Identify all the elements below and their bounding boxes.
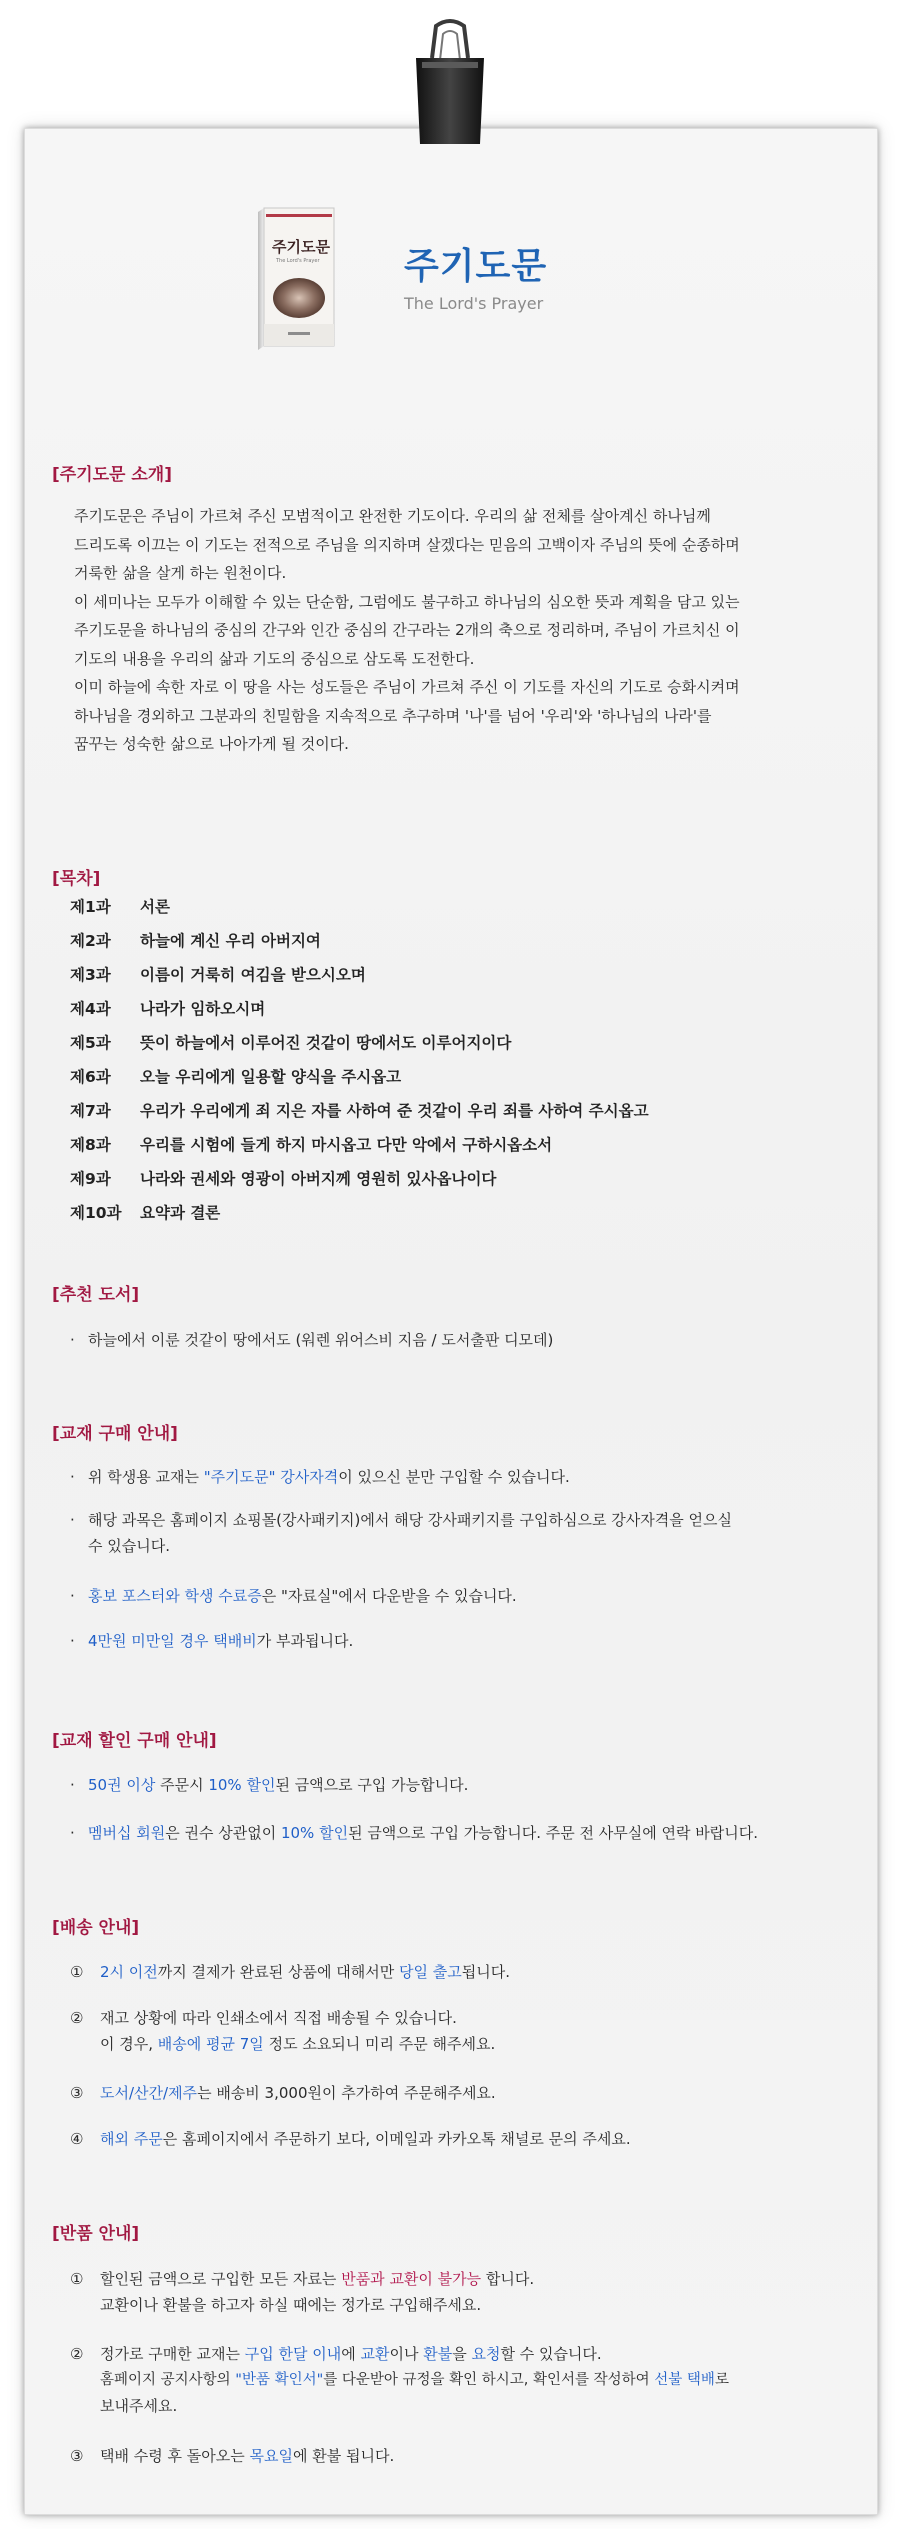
returns-item xyxy=(70,2266,850,2318)
toc-num: 제1과 xyxy=(70,898,111,916)
toc-item xyxy=(70,1201,649,1235)
book-item: · 하늘에서 이룬 것같이 땅에서도 (워렌 위어스비 지음 / 도서출판 디모데) xyxy=(70,1331,554,1349)
highlight-text: 50권 이상 xyxy=(88,1776,156,1794)
highlight-text: 환불 xyxy=(423,2345,453,2363)
intro-line: 기도의 내용을 우리의 삶과 기도의 중심으로 삼도록 도전한다. xyxy=(74,649,475,668)
highlight-text: "반품 확인서" xyxy=(235,2372,324,2388)
text: 이나 xyxy=(389,2345,424,2363)
toc-num: 제7과 xyxy=(70,1102,111,1120)
page-title: 주기도문 xyxy=(404,246,548,287)
section-heading-intro: [주기도문 소개] xyxy=(52,465,172,485)
text: 에 환불 됩니다. xyxy=(292,2447,395,2465)
toc-item xyxy=(70,1065,649,1099)
toc-item xyxy=(70,895,649,929)
highlight-text: 4만원 미만일 경우 택배비 xyxy=(88,1632,257,1650)
highlight-text: 요청 xyxy=(471,2345,501,2363)
item-number: ① xyxy=(70,2270,84,2288)
highlight-text: 해외 주문 xyxy=(100,2130,163,2148)
highlight-text: 홍보 포스터와 학생 수료증 xyxy=(88,1587,262,1605)
highlight-text: "주기도문" 강사자격 xyxy=(203,1468,339,1486)
highlight-text: 멤버십 회원 xyxy=(88,1824,166,1842)
highlight-text: 배송에 평균 7일 xyxy=(157,2035,264,2053)
intro-line: 거룩한 삶을 살게 하는 원천이다. xyxy=(74,564,287,582)
intro-line: 주기도문은 주님이 가르쳐 주신 모범적이고 완전한 기도이다. 우리의 삶 전체를 살아계신 하나님께 xyxy=(74,507,711,525)
toc-num: 제4과 xyxy=(70,1000,111,1018)
page-subtitle: The Lord's Prayer xyxy=(404,294,544,313)
purchase-item: · 위 학생용 교재는 "주기도문" 강사자격이 있으신 분만 구입할 수 있습니다. xyxy=(70,1468,570,1486)
text: 을 xyxy=(452,2345,472,2363)
text: 은 권수 상관없이 xyxy=(165,1824,281,1842)
intro-line: 이 세미나는 모두가 이해할 수 있는 단순함, 그럼에도 불구하고 하나님의 심오한 뜻과 계획을 담고 있는 xyxy=(74,592,740,611)
shipping-item xyxy=(70,2005,850,2057)
item-number: ③ xyxy=(70,2447,84,2465)
text: 교환이나 환불을 하고자 하실 때에는 정가로 구입해주세요. xyxy=(100,2296,482,2314)
text: 보내주세요. xyxy=(100,2397,178,2415)
text: 수 있습니다. xyxy=(88,1537,170,1555)
toc-title: 하늘에 계신 우리 아버지여 xyxy=(140,932,321,950)
text: 합니다. xyxy=(481,2270,535,2288)
warning-text: 반품과 교환이 불가능 xyxy=(341,2270,482,2288)
returns-item xyxy=(70,2341,850,2419)
toc-item xyxy=(70,929,649,963)
purchase-item: · 4만원 미만일 경우 택배비가 부과됩니다. xyxy=(70,1632,354,1650)
toc-title: 우리를 시험에 들게 하지 마시옵고 다만 악에서 구하시옵소서 xyxy=(140,1136,553,1154)
toc-title: 서론 xyxy=(140,898,170,916)
purchase-item: · 홍보 포스터와 학생 수료증은 "자료실"에서 다운받을 수 있습니다. xyxy=(70,1587,517,1605)
toc-item xyxy=(70,1099,649,1133)
text: 할인된 금액으로 구입한 모든 자료는 xyxy=(100,2270,342,2288)
highlight-text: 선불 택배 xyxy=(654,2372,715,2388)
intro-line: 주기도문을 하나님의 중심의 간구와 인간 중심의 간구라는 2개의 축으로 정리하며, 주님이 가르치신 이 xyxy=(74,621,740,639)
paper-panel xyxy=(24,128,878,2515)
section-heading-toc: [목차] xyxy=(52,869,101,889)
toc-item xyxy=(70,1133,649,1167)
toc-num: 제3과 xyxy=(70,966,111,984)
text: 은 홈페이지에서 주문하기 보다, 이메일과 카카오톡 채널로 문의 주세요. xyxy=(162,2130,631,2148)
toc-title: 오늘 우리에게 일용할 양식을 주시옵고 xyxy=(140,1068,402,1086)
book-item-text: 하늘에서 이룬 것같이 땅에서도 (워렌 위어스비 지음 / 도서출판 디모데) xyxy=(88,1331,554,1349)
toc-title: 나라가 임하오시며 xyxy=(140,1000,266,1018)
toc-title: 요약과 결론 xyxy=(140,1204,221,1222)
discount-item: · 멤버십 회원은 권수 상관없이 10% 할인된 금액으로 구입 가능합니다. 주문 전 사무실에 연락 바랍니다. xyxy=(70,1824,758,1842)
toc-item xyxy=(70,997,649,1031)
intro-line: 꿈꾸는 성숙한 삶으로 나아가게 될 것이다. xyxy=(74,735,349,753)
intro-line: 하나님을 경외하고 그분과의 친밀함을 지속적으로 추구하며 '나'를 넘어 '우리'와 '하나님의 나라'를 xyxy=(74,706,712,725)
text: 정가로 구매한 교재는 xyxy=(100,2345,245,2363)
highlight-text: 당일 출고 xyxy=(399,1963,462,1981)
text: 가 부과됩니다. xyxy=(256,1632,354,1650)
item-number: ③ xyxy=(70,2084,84,2102)
text: 홈페이지 공지사항의 xyxy=(100,2372,236,2388)
toc-num: 제9과 xyxy=(70,1170,111,1188)
section-heading-books: [추천 도서] xyxy=(52,1285,140,1305)
text: 됩니다. xyxy=(461,1963,510,1981)
intro-line: 드리도록 이끄는 이 기도는 전적으로 주님을 의지하며 살겠다는 믿음의 고백이자 주님의 뜻에 순종하며 xyxy=(74,535,740,554)
book-cover-title: 주기도문 xyxy=(272,238,330,256)
text: 는 배송비 3,000원이 추가하여 주문해주세요. xyxy=(197,2084,496,2102)
toc-title: 이름이 거룩히 여김을 받으시오며 xyxy=(140,966,366,984)
highlight-text: 교환 xyxy=(360,2345,390,2363)
shipping-item xyxy=(70,2080,850,2106)
item-number: ① xyxy=(70,1963,84,1981)
text: 를 다운받아 규정을 확인 하시고, 확인서를 작성하여 xyxy=(323,2372,655,2388)
binder-clip-icon xyxy=(410,18,490,148)
section-heading-returns: [반품 안내] xyxy=(52,2224,140,2244)
text: 된 금액으로 구입 가능합니다. xyxy=(275,1776,469,1794)
item-number: ④ xyxy=(70,2130,84,2148)
section-heading-purchase: [교재 구매 안내] xyxy=(52,1424,178,1444)
text: 할 수 있습니다. xyxy=(500,2345,602,2363)
toc-list xyxy=(70,895,649,1235)
toc-item xyxy=(70,1167,649,1201)
text: 이 있으신 분만 구입할 수 있습니다. xyxy=(338,1468,570,1486)
text: 이 경우, xyxy=(100,2035,158,2053)
book-cover-image xyxy=(250,206,340,350)
toc-num: 제5과 xyxy=(70,1034,111,1052)
purchase-item: · 해당 과목은 홈페이지 쇼핑몰(강사패키지)에서 해당 강사패키지를 구입하심으로 강사자격을 얻으실 수 있습니다. xyxy=(70,1507,850,1559)
toc-title: 뜻이 하늘에서 이루어진 것같이 땅에서도 이루어지이다 xyxy=(140,1034,512,1052)
returns-item xyxy=(70,2443,850,2469)
text: 주문시 xyxy=(155,1776,209,1794)
text: 해당 과목은 홈페이지 쇼핑몰(강사패키지)에서 해당 강사패키지를 구입하심으로 강사자격을 얻으실 xyxy=(88,1511,732,1529)
text: 까지 결제가 완료된 상품에 대해서만 xyxy=(157,1963,399,1981)
toc-title: 우리가 우리에게 죄 지은 자를 사하여 준 것같이 우리 죄를 사하여 주시옵고 xyxy=(140,1102,649,1120)
text: 로 xyxy=(714,2372,729,2388)
toc-num: 제8과 xyxy=(70,1136,111,1154)
toc-item xyxy=(70,1031,649,1065)
highlight-text: 목요일 xyxy=(249,2447,293,2465)
text: 택배 수령 후 돌아오는 xyxy=(100,2447,250,2465)
discount-item: · 50권 이상 주문시 10% 할인된 금액으로 구입 가능합니다. xyxy=(70,1776,469,1794)
highlight-text: 2시 이전 xyxy=(100,1963,158,1981)
highlight-text: 구입 한달 이내 xyxy=(244,2345,342,2363)
shipping-item xyxy=(70,1959,850,1985)
intro-text xyxy=(74,502,844,759)
item-number: ② xyxy=(70,2009,84,2027)
highlight-text: 10% 할인 xyxy=(208,1776,276,1794)
text: 은 "자료실"에서 다운받을 수 있습니다. xyxy=(261,1587,517,1605)
section-heading-shipping: [배송 안내] xyxy=(52,1918,140,1938)
toc-num: 제10과 xyxy=(70,1204,122,1222)
text: 에 xyxy=(341,2345,361,2363)
text: 위 학생용 교재는 xyxy=(88,1468,204,1486)
shipping-item xyxy=(70,2126,850,2152)
intro-line: 이미 하늘에 속한 자로 이 땅을 사는 성도들은 주님이 가르쳐 주신 이 기도를 자신의 기도로 승화시켜며 xyxy=(74,678,740,696)
section-heading-discount: [교재 할인 구매 안내] xyxy=(52,1731,217,1751)
toc-num: 제6과 xyxy=(70,1068,111,1086)
toc-num: 제2과 xyxy=(70,932,111,950)
item-number: ② xyxy=(70,2345,84,2363)
highlight-text: 도서/산간/제주 xyxy=(100,2084,198,2102)
text: 재고 상황에 따라 인쇄소에서 직접 배송될 수 있습니다. xyxy=(100,2009,457,2027)
book-cover-subtitle: The Lord's Prayer xyxy=(276,258,320,264)
toc-title: 나라와 권세와 영광이 아버지께 영원히 있사옵나이다 xyxy=(140,1170,497,1188)
toc-item xyxy=(70,963,649,997)
text: 된 금액으로 구입 가능합니다. 주문 전 사무실에 연락 바랍니다. xyxy=(348,1824,758,1842)
text: 정도 소요되니 미리 주문 해주세요. xyxy=(263,2035,496,2053)
highlight-text: 10% 할인 xyxy=(280,1824,349,1842)
